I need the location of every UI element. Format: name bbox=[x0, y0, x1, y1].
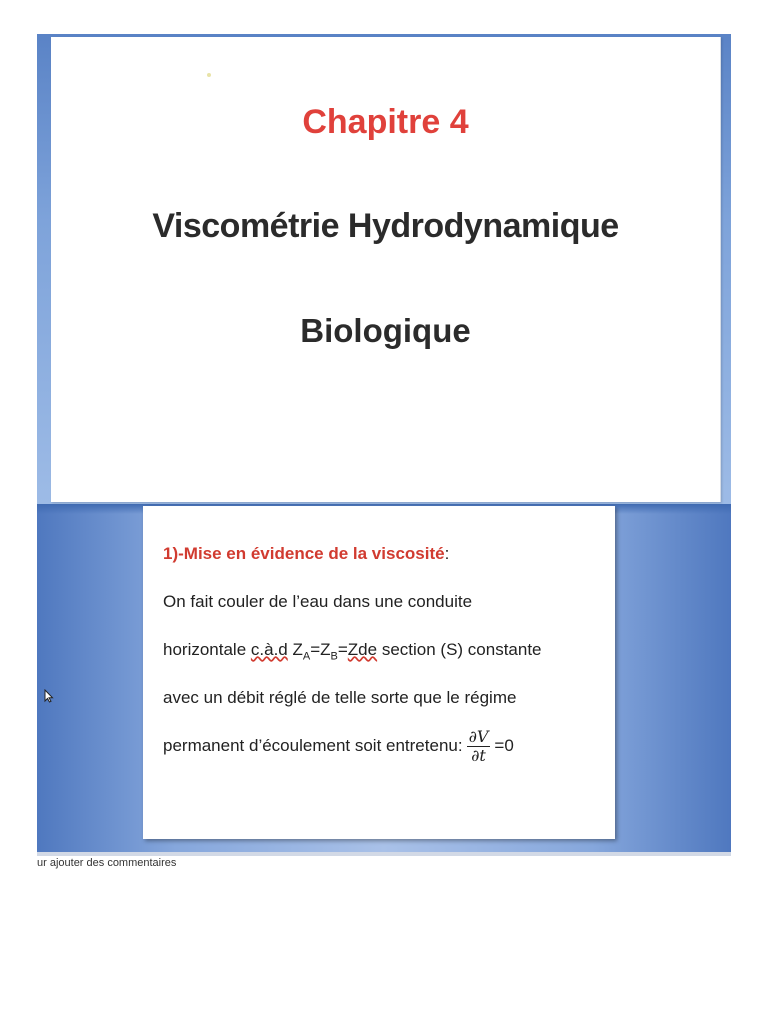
line2-eq1: =Z bbox=[310, 640, 331, 659]
spellcheck-word-cad[interactable]: c.à.d bbox=[250, 640, 288, 659]
subscript-a: A bbox=[302, 650, 311, 663]
line4-text: permanent d’écoulement soit entretenu: bbox=[163, 735, 463, 755]
text-line-3: avec un débit réglé de telle sorte que le régime bbox=[163, 688, 517, 707]
text-line-1: On fait couler de l’eau dans une conduite bbox=[163, 592, 473, 611]
title-slide[interactable] bbox=[51, 37, 721, 502]
fraction-denominator: ∂t bbox=[471, 746, 486, 765]
line2-eq2: = bbox=[337, 640, 348, 659]
notes-placeholder[interactable]: ur ajouter des commentaires bbox=[37, 857, 177, 869]
mouse-cursor-icon bbox=[44, 689, 54, 703]
chapter-title: Chapitre 4 bbox=[302, 103, 469, 141]
spellcheck-word-zde[interactable]: Zde bbox=[347, 640, 378, 659]
subscript-b: B bbox=[330, 650, 338, 663]
line4-end: =0 bbox=[494, 735, 514, 755]
notes-pane-divider[interactable] bbox=[37, 852, 731, 856]
fraction-numerator: ∂V bbox=[468, 727, 489, 746]
stray-mark bbox=[207, 73, 211, 77]
partial-derivative-fraction bbox=[467, 728, 491, 765]
line2-suffix: section (S) constante bbox=[377, 640, 542, 659]
line2-prefix: horizontale bbox=[163, 640, 251, 659]
text-line-4 bbox=[163, 728, 514, 765]
text-line-2 bbox=[163, 640, 542, 662]
slide-main-title: Viscométrie Hydrodynamique bbox=[152, 207, 619, 245]
line2-z: Z bbox=[287, 640, 303, 659]
section-heading-text: 1)-Mise en évidence de la viscosité bbox=[163, 544, 445, 563]
slide-subtitle: Biologique bbox=[300, 312, 471, 349]
section-heading bbox=[163, 544, 449, 564]
content-slide[interactable] bbox=[143, 506, 615, 839]
heading-colon: : bbox=[444, 544, 450, 563]
